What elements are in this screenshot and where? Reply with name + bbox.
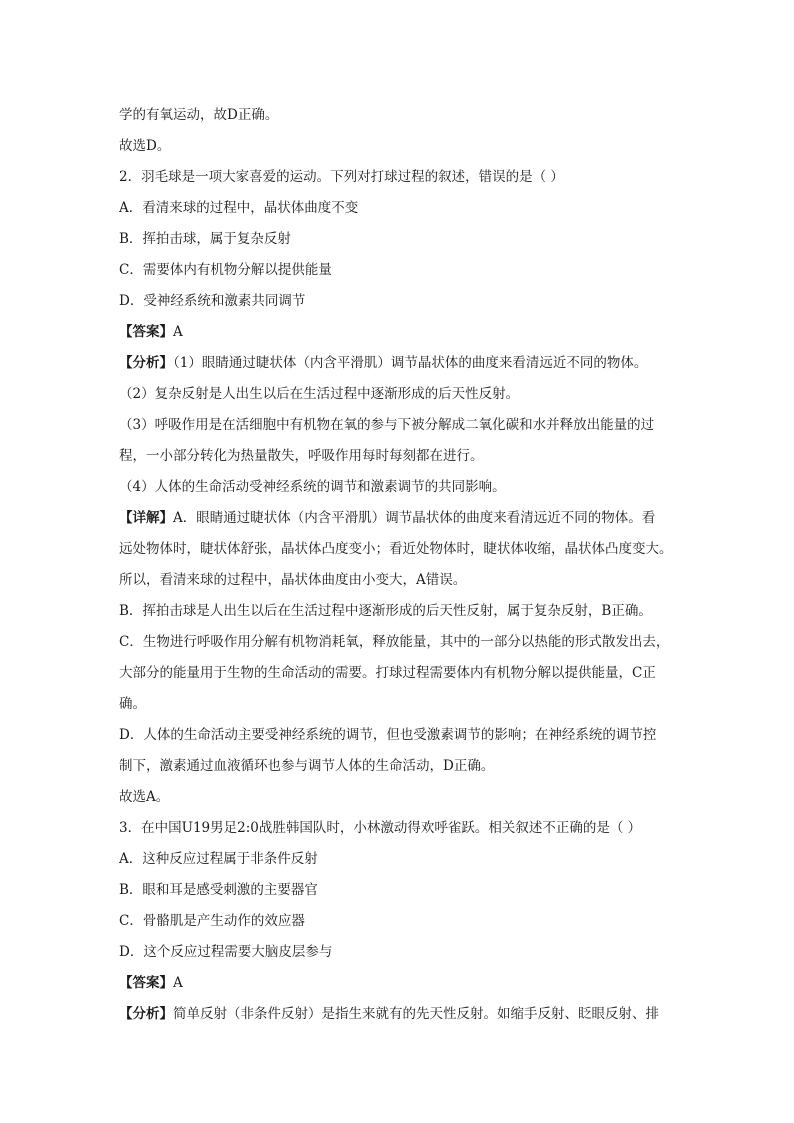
- line-text: 故选A。: [119, 789, 170, 805]
- line-text: C．骨骼肌是产生动作的效应器: [119, 913, 305, 929]
- line-text: D．这个反应过程需要大脑皮层参与: [119, 944, 333, 960]
- detail-line: [119, 503, 679, 534]
- option-d: [119, 937, 679, 968]
- line-text: D．受神经系统和激素共同调节: [119, 293, 306, 309]
- line-text: C．需要体内有机物分解以提供能量: [119, 262, 332, 278]
- document-body: [119, 100, 679, 1030]
- line-text: D．人体的生命活动主要受神经系统的调节，但也受激素调节的影响；在神经系统的调节控: [119, 727, 657, 743]
- answer-label: 【答案】: [119, 324, 173, 340]
- option-c: [119, 255, 679, 286]
- line-text: A．这种反应过程属于非条件反射: [119, 851, 318, 867]
- detail-label: 【详解】: [119, 510, 173, 526]
- line-text: B．挥拍击球，属于复杂反射: [119, 231, 291, 247]
- line-text: 确。: [119, 696, 146, 712]
- option-d: [119, 286, 679, 317]
- line-text: 故选D。: [119, 138, 171, 154]
- line-text: A．眼睛通过睫状体（内含平滑肌）调节晶状体的曲度来看清远近不同的物体。看: [173, 510, 656, 526]
- answer-line: [119, 968, 679, 999]
- line-text: 3．在中国U19男足2:0战胜韩国队时，小林激动得欢呼雀跃。相关叙述不正确的是（ ）: [119, 820, 642, 836]
- text-line: [119, 751, 679, 782]
- text-line: [119, 379, 679, 410]
- line-text: 2．羽毛球是一项大家喜爱的运动。下列对打球过程的叙述，错误的是（ ）: [119, 169, 564, 185]
- line-text: B．眼和耳是感受刺激的主要器官: [119, 882, 318, 898]
- line-text: 简单反射（非条件反射）是指生来就有的先天性反射。如缩手反射、眨眼反射、排: [173, 1006, 659, 1022]
- line-text: 制下，激素通过血液循环也参与调节人体的生命活动，D正确。: [119, 758, 495, 774]
- line-text: A: [173, 324, 183, 340]
- line-text: A: [173, 975, 183, 991]
- line-text: （3）呼吸作用是在活细胞中有机物在氧的参与下被分解成二氧化碳和水并释放出能量的过: [119, 417, 655, 433]
- line-text: （1）眼睛通过睫状体（内含平滑肌）调节晶状体的曲度来看清远近不同的物体。: [173, 355, 648, 371]
- question-stem: [119, 162, 679, 193]
- option-c: [119, 906, 679, 937]
- line-text: 远处物体时，睫状体舒张，晶状体凸度变小；看近处物体时，睫状体收缩，晶状体凸度变大。: [119, 541, 673, 557]
- line-text: C．生物进行呼吸作用分解有机物消耗氧，释放能量，其中的一部分以热能的形式散发出去，: [119, 634, 670, 650]
- text-line: [119, 596, 679, 627]
- text-line: [119, 658, 679, 689]
- text-line: [119, 627, 679, 658]
- analysis-line: [119, 999, 679, 1030]
- option-a: [119, 844, 679, 875]
- option-a: [119, 193, 679, 224]
- analysis-line: [119, 348, 679, 379]
- text-line: [119, 720, 679, 751]
- line-text: （2）复杂反射是人出生以后在生活过程中逐渐形成的后天性反射。: [119, 386, 520, 402]
- analysis-label: 【分析】: [119, 1006, 173, 1022]
- line-text: 所以，看清来球的过程中，晶状体曲度由小变大，A错误。: [119, 572, 467, 588]
- text-line: [119, 689, 679, 720]
- answer-line: [119, 317, 679, 348]
- text-line: [119, 472, 679, 503]
- text-line: [119, 131, 679, 162]
- question-stem: [119, 813, 679, 844]
- text-line: [119, 782, 679, 813]
- option-b: [119, 224, 679, 255]
- answer-label: 【答案】: [119, 975, 173, 991]
- text-line: [119, 100, 679, 131]
- text-line: [119, 441, 679, 472]
- option-b: [119, 875, 679, 906]
- line-text: 大部分的能量用于生物的生命活动的需要。打球过程需要体内有机物分解以提供能量，C正: [119, 665, 656, 681]
- line-text: B．挥拍击球是人出生以后在生活过程中逐渐形成的后天性反射，属于复杂反射，B正确。: [119, 603, 652, 619]
- text-line: [119, 565, 679, 596]
- text-line: [119, 534, 679, 565]
- analysis-label: 【分析】: [119, 355, 173, 371]
- line-text: 程，一小部分转化为热量散失，呼吸作用每时每刻都在进行。: [119, 448, 484, 464]
- text-line: [119, 410, 679, 441]
- line-text: （4）人体的生命活动受神经系统的调节和激素调节的共同影响。: [119, 479, 506, 495]
- line-text: A．看清来球的过程中，晶状体曲度不变: [119, 200, 359, 216]
- line-text: 学的有氧运动，故D正确。: [119, 107, 279, 123]
